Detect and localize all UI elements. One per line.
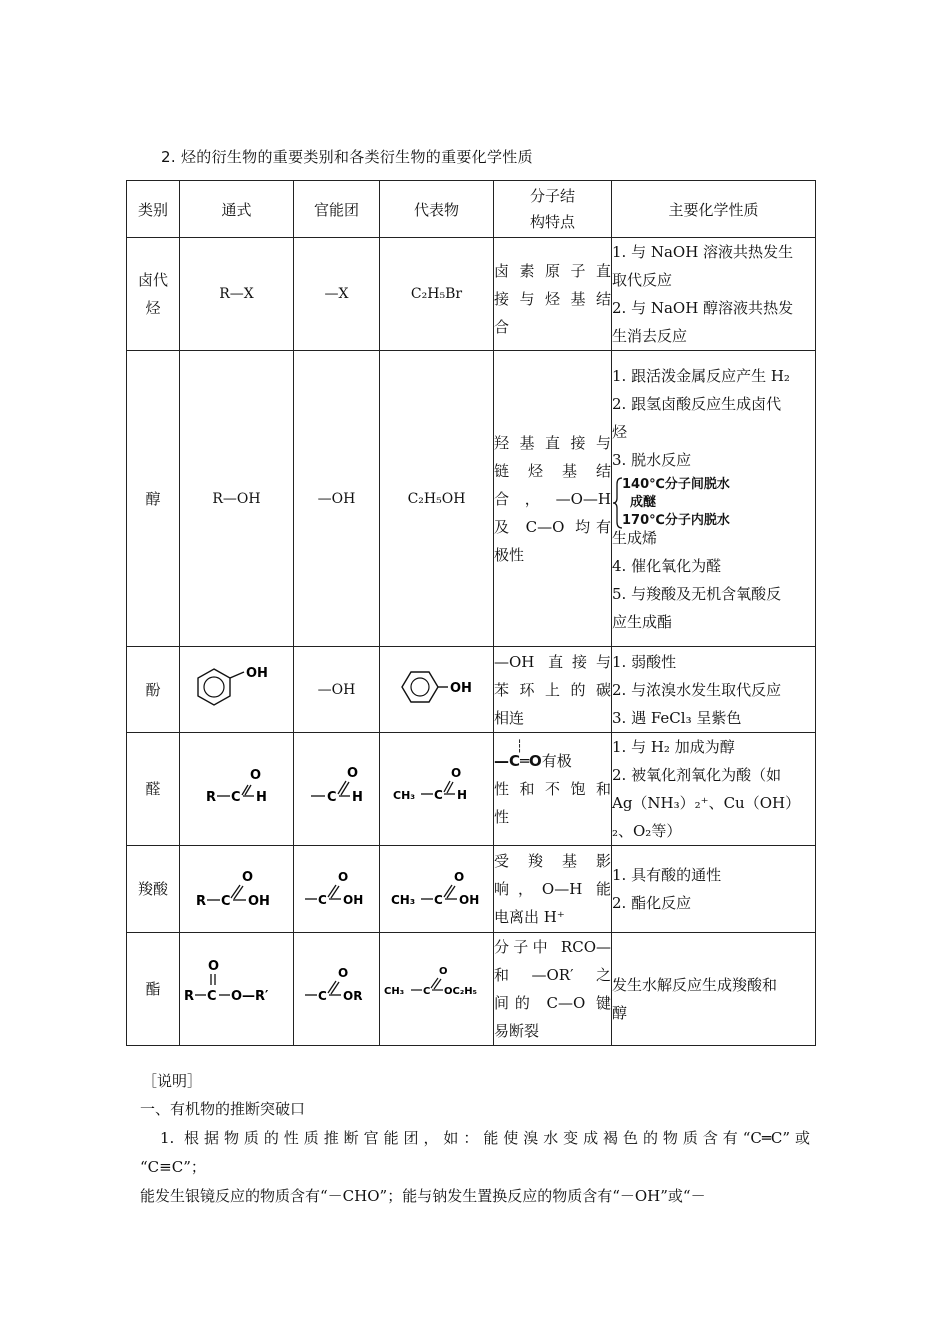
table-header-row — [127, 181, 816, 238]
header-properties: 主要化学性质 — [612, 181, 816, 238]
acid-formula-icon — [192, 857, 282, 917]
group-cell: —OH — [294, 351, 380, 647]
c-label: C — [326, 790, 337, 805]
feature-line: 相连 — [494, 708, 525, 727]
formula-cell: R—X — [180, 238, 294, 351]
property-line: 3. 脱水反应 — [612, 450, 692, 469]
category-cell: 酯 — [127, 933, 180, 1046]
r-label: R — [205, 790, 216, 805]
feature-line: 苯环上的碳 — [494, 680, 611, 699]
carbonyl-bond-mark: ┆ — [516, 739, 524, 753]
brace-line-alkene: 170℃分子内脱水 — [622, 512, 730, 528]
property-line: 2. 与 NaOH 醇溶液共热发 — [612, 299, 794, 317]
feature-cell — [494, 933, 612, 1046]
h-label: H — [351, 790, 363, 805]
example-cell: C₂H₅OH — [380, 351, 494, 647]
property-line: 1. 跟活泼金属反应产生 H₂ — [612, 366, 790, 385]
group-cell — [294, 733, 380, 846]
c-label: C — [433, 893, 443, 907]
example-cell — [380, 733, 494, 846]
properties-cell — [612, 238, 816, 351]
header-structure-line2: 构特点 — [529, 213, 575, 231]
feature-line: 分子中 RCO— — [494, 938, 611, 956]
example-cell — [380, 647, 494, 733]
c-label: C — [230, 790, 241, 805]
notes-paragraph-3: 能发生银镜反应的物质含有“－CHO”；能与钠发生置换反应的物质含有“－OH”或“－ — [140, 1187, 706, 1205]
oh-label: OH — [342, 893, 363, 907]
o-label: O — [249, 768, 261, 783]
property-line: 生消去反应 — [612, 327, 688, 345]
o-label: O — [346, 766, 358, 781]
table-row-aldehyde — [127, 733, 816, 846]
category-cell: 醇 — [127, 351, 180, 647]
oc2h5-label: OC₂H₅ — [443, 986, 477, 997]
properties-cell — [612, 647, 816, 733]
property-line: 2. 被氧化剂氧化为酸（如 — [612, 766, 782, 784]
group-cell — [294, 933, 380, 1046]
o-label: O — [207, 959, 219, 974]
category-line2: 烃 — [145, 299, 161, 317]
o-label: O — [337, 870, 348, 884]
header-structure — [494, 181, 612, 238]
formula-cell — [180, 846, 294, 933]
dehydration-brace — [612, 474, 815, 532]
section-title: 2. 烃的衍生物的重要类别和各类衍生物的重要化学性质 — [161, 148, 533, 166]
feature-line: 羟基直接与 — [494, 433, 611, 452]
property-line: 1. 具有酸的通性 — [612, 866, 722, 884]
properties-cell — [612, 351, 816, 647]
feature-cell — [494, 238, 612, 351]
c-label: C — [317, 989, 327, 1003]
property-line: 4. 催化氧化为醛 — [612, 556, 722, 575]
table-row-ester — [127, 933, 816, 1046]
brace-line-ether-2: 成醚 — [630, 494, 657, 510]
aldehyde-group-icon — [297, 757, 377, 817]
feature-line: 有极 — [541, 752, 572, 770]
c-label: C — [220, 894, 231, 909]
phenol-structure-icon — [192, 663, 282, 713]
header-category: 类别 — [127, 181, 180, 238]
feature-line: 性和不饱和 — [494, 780, 611, 798]
category-cell: 酚 — [127, 647, 180, 733]
aldehyde-formula-icon — [192, 757, 282, 817]
properties-cell — [612, 733, 816, 846]
table-row-haloalkane — [127, 238, 816, 351]
phenol-example-icon — [392, 663, 482, 713]
brace-line-ether: 140℃分子间脱水 — [622, 476, 730, 492]
category-cell — [127, 238, 180, 351]
header-formula: 通式 — [180, 181, 294, 238]
acetic-acid-icon — [387, 857, 487, 917]
property-line: 5. 与羧酸及无机含氧酸反 — [612, 584, 782, 603]
notes-paragraph-2: “C≡C”； — [140, 1158, 206, 1176]
table-row-alcohol — [127, 351, 816, 647]
property-line: 1. 与 H₂ 加成为醇 — [612, 738, 735, 756]
c-label: C — [206, 989, 217, 1004]
category-line1: 卤代 — [137, 271, 168, 289]
property-line: 醇 — [612, 1004, 628, 1022]
group-cell: —X — [294, 238, 380, 351]
h-label: H — [255, 790, 267, 805]
c-label: C — [317, 893, 327, 907]
c-label: C — [422, 986, 430, 997]
notes-heading: 一、有机物的推断突破口 — [140, 1100, 306, 1118]
c-label: C — [433, 788, 443, 802]
example-cell — [380, 846, 494, 933]
formula-cell — [180, 733, 294, 846]
feature-line: 合 — [494, 317, 510, 336]
feature-cell — [494, 733, 612, 846]
property-line: 应生成酯 — [612, 612, 673, 631]
formula-cell — [180, 933, 294, 1046]
ch3-label: CH₃ — [383, 986, 404, 997]
example-cell — [380, 933, 494, 1046]
acetaldehyde-icon — [387, 757, 487, 817]
header-example: 代表物 — [380, 181, 494, 238]
or-prime-label: O—R′ — [230, 989, 268, 1004]
property-line: 发生水解反应生成羧酸和 — [612, 976, 778, 994]
notes-paragraph-1: 1. 根据物质的性质推断官能团，如：能使溴水变成褐色的物质含有“C═C”或 — [160, 1129, 810, 1147]
feature-line: 接与烃基结 — [494, 289, 611, 308]
feature-line: 合，—O—H — [494, 489, 611, 508]
feature-line: 电离出 H⁺ — [494, 908, 565, 926]
formula-cell: R—OH — [180, 351, 294, 647]
property-line: 2. 酯化反应 — [612, 894, 692, 912]
header-structure-line1: 分子结 — [529, 187, 575, 205]
table-row-acid — [127, 846, 816, 933]
notes-label: ［说明］ — [142, 1072, 203, 1090]
property-line: 1. 与 NaOH 溶液共热发生 — [612, 243, 794, 261]
ester-group-icon — [297, 952, 377, 1022]
carbonyl-symbol: —C═O — [494, 752, 542, 770]
feature-line: 性 — [494, 808, 510, 826]
ch3-label: CH₃ — [392, 789, 415, 802]
property-line: 生成烯 — [612, 528, 658, 547]
group-cell — [294, 846, 380, 933]
oh-label: OH — [247, 894, 270, 909]
o-label: O — [438, 966, 448, 977]
feature-line: 卤素原子直 — [494, 261, 611, 280]
property-line: 1. 弱酸性 — [612, 652, 677, 671]
feature-line: 及 C—O 均有 — [494, 517, 611, 536]
property-line: 3. 遇 FeCl₃ 呈紫色 — [612, 708, 742, 727]
feature-line: 链烃基结 — [494, 461, 611, 480]
property-line: 2. 跟氢卤酸反应生成卤代 — [612, 394, 782, 413]
oh-label: OH — [458, 893, 479, 907]
group-cell: —OH — [294, 647, 380, 733]
feature-line: 受羧基影 — [494, 852, 611, 870]
feature-line: 易断裂 — [494, 1022, 540, 1040]
property-line: Ag（NH₃）₂⁺、Cu（OH）₂、O₂等） — [612, 794, 801, 840]
feature-line: 和—OR′之 — [494, 966, 611, 984]
properties-cell — [612, 933, 816, 1046]
properties-cell — [612, 846, 816, 933]
oh-label: OH — [449, 680, 472, 696]
property-line: 取代反应 — [612, 271, 673, 289]
formula-cell — [180, 647, 294, 733]
table-row-phenol — [127, 647, 816, 733]
category-cell: 羧酸 — [127, 846, 180, 933]
derivatives-table — [126, 180, 816, 1046]
carboxyl-group-icon — [297, 857, 377, 917]
r-label: R — [183, 989, 194, 1004]
category-cell: 醛 — [127, 733, 180, 846]
carbonyl-line — [494, 739, 611, 775]
feature-line: 间的 C—O 键 — [494, 994, 611, 1012]
example-cell: C₂H₅Br — [380, 238, 494, 351]
header-group: 官能团 — [294, 181, 380, 238]
property-line: 烃 — [612, 422, 628, 441]
o-label: O — [241, 870, 253, 885]
r-label: R — [195, 894, 206, 909]
o-label: O — [450, 766, 461, 780]
ch3-label: CH₃ — [390, 893, 415, 907]
feature-cell — [494, 647, 612, 733]
feature-line: 极性 — [494, 545, 525, 564]
h-label: H — [456, 788, 467, 802]
o-label: O — [337, 966, 348, 980]
feature-cell — [494, 351, 612, 647]
property-line: 2. 与浓溴水发生取代反应 — [612, 680, 782, 699]
ethyl-acetate-icon — [382, 952, 492, 1022]
oh-label: OH — [245, 665, 268, 681]
o-label: O — [453, 870, 464, 884]
feature-cell — [494, 846, 612, 933]
feature-line: —OH 直接与 — [494, 652, 611, 671]
or-label: OR — [342, 989, 362, 1003]
ester-formula-icon — [182, 952, 292, 1022]
feature-line: 响，O—H 能 — [494, 880, 611, 898]
